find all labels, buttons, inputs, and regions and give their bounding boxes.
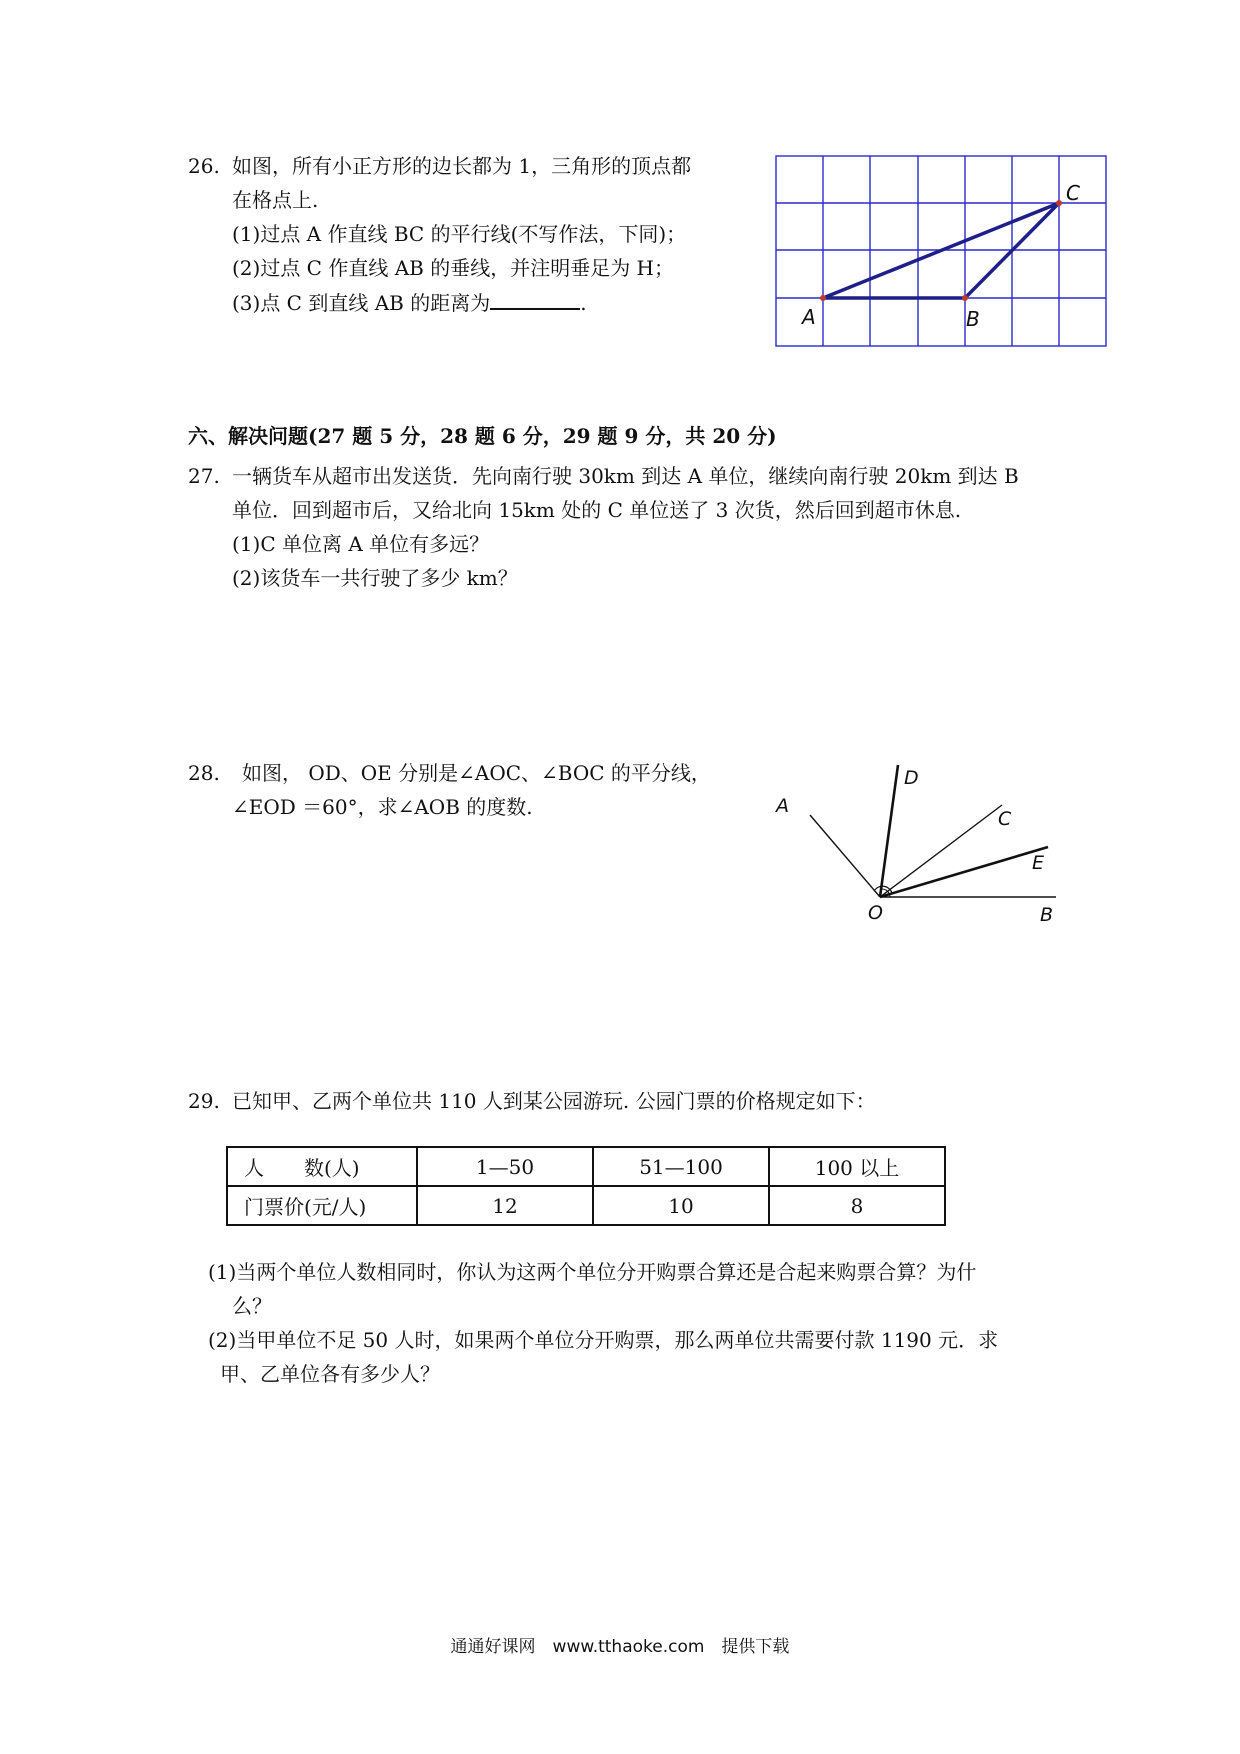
q27-line2: 单位．回到超市后，又给北向 15km 处的 C 单位送了 3 次货，然后回到超市休息. xyxy=(232,498,962,522)
label-c: C xyxy=(998,808,1012,830)
q28-line1: 如图， OD、OE 分别是∠AOC、∠BOC 的平分线， xyxy=(242,761,711,785)
q29-number: 29. xyxy=(188,1089,220,1113)
label-b: B xyxy=(966,307,980,331)
ticket-price-table xyxy=(226,1146,946,1226)
q28-line2: ∠EOD ＝60°，求∠AOB 的度数. xyxy=(232,795,533,819)
table-row xyxy=(227,1147,945,1186)
q26-part1: (1)过点 A 作直线 BC 的平行线(不写作法，下同)； xyxy=(232,222,687,246)
q26-part3-prefix: (3)点 C 到直线 AB 的距离为 xyxy=(232,291,491,315)
q27-line1: 一辆货车从超市出发送货．先向南行驶 30km 到达 A 单位，继续向南行驶 20km 到达 B xyxy=(232,464,1019,488)
ray-od xyxy=(880,765,898,897)
q29-line1: 已知甲、乙两个单位共 110 人到某公园游玩. 公园门票的价格规定如下： xyxy=(232,1089,876,1113)
label-a: A xyxy=(776,795,789,817)
q28-number: 28. xyxy=(188,761,220,785)
ray-oa xyxy=(810,815,880,897)
section6-title: 六、解决问题(27 题 5 分，28 题 6 分，29 题 9 分，共 20 分) xyxy=(188,424,777,448)
q27-number: 27. xyxy=(188,464,220,488)
label-d: D xyxy=(904,767,919,789)
ray-oe xyxy=(880,847,1048,897)
table-row xyxy=(227,1186,945,1225)
table-cell: 10 xyxy=(593,1186,769,1225)
table-cell: 1—50 xyxy=(417,1147,593,1186)
q26-grid-figure xyxy=(770,150,1130,365)
q27-part1: (1)C 单位离 A 单位有多远？ xyxy=(232,532,490,556)
q28-angle-figure xyxy=(770,755,1070,935)
table-cell: 8 xyxy=(769,1186,945,1225)
label-o: O xyxy=(868,902,883,924)
table-cell: 12 xyxy=(417,1186,593,1225)
label-c: C xyxy=(1066,181,1080,205)
label-e: E xyxy=(1032,852,1045,874)
q26-line2: 在格点上. xyxy=(232,188,319,212)
table-cell: 人 数(人) xyxy=(227,1147,417,1186)
q29-part2-line2: 甲、乙单位各有多少人？ xyxy=(220,1362,440,1386)
q26-part2: (2)过点 C 作直线 AB 的垂线，并注明垂足为 H； xyxy=(232,256,675,280)
q26-number: 26. xyxy=(188,154,220,178)
ray-oc xyxy=(880,805,1002,897)
q26-part3-suffix: . xyxy=(580,291,587,315)
q29-part2-line1: (2)当甲单位不足 50 人时，如果两个单位分开购票，那么两单位共需要付款 1190 元．求 xyxy=(208,1328,999,1352)
table-cell: 51—100 xyxy=(593,1147,769,1186)
point-a xyxy=(820,295,826,301)
q27-part2: (2)该货车一共行驶了多少 km？ xyxy=(232,566,518,590)
q29-part1-line2: 么？ xyxy=(232,1294,272,1318)
table-cell: 门票价(元/人) xyxy=(227,1186,417,1225)
point-c xyxy=(1056,200,1062,206)
q26-part3 xyxy=(232,286,587,319)
q29-part1-line1: (1)当两个单位人数相同时，你认为这两个单位分开购票合算还是合起来购票合算？为什 xyxy=(208,1260,977,1284)
table-cell: 100 以上 xyxy=(769,1147,945,1186)
label-a: A xyxy=(802,305,816,329)
point-b xyxy=(962,295,968,301)
page-footer: 通通好课网 www.tthaoke.com 提供下载 xyxy=(450,1637,790,1657)
answer-blank xyxy=(490,286,580,310)
q26-line1: 如图，所有小正方形的边长都为 1，三角形的顶点都 xyxy=(232,154,692,178)
label-b: B xyxy=(1040,904,1054,926)
